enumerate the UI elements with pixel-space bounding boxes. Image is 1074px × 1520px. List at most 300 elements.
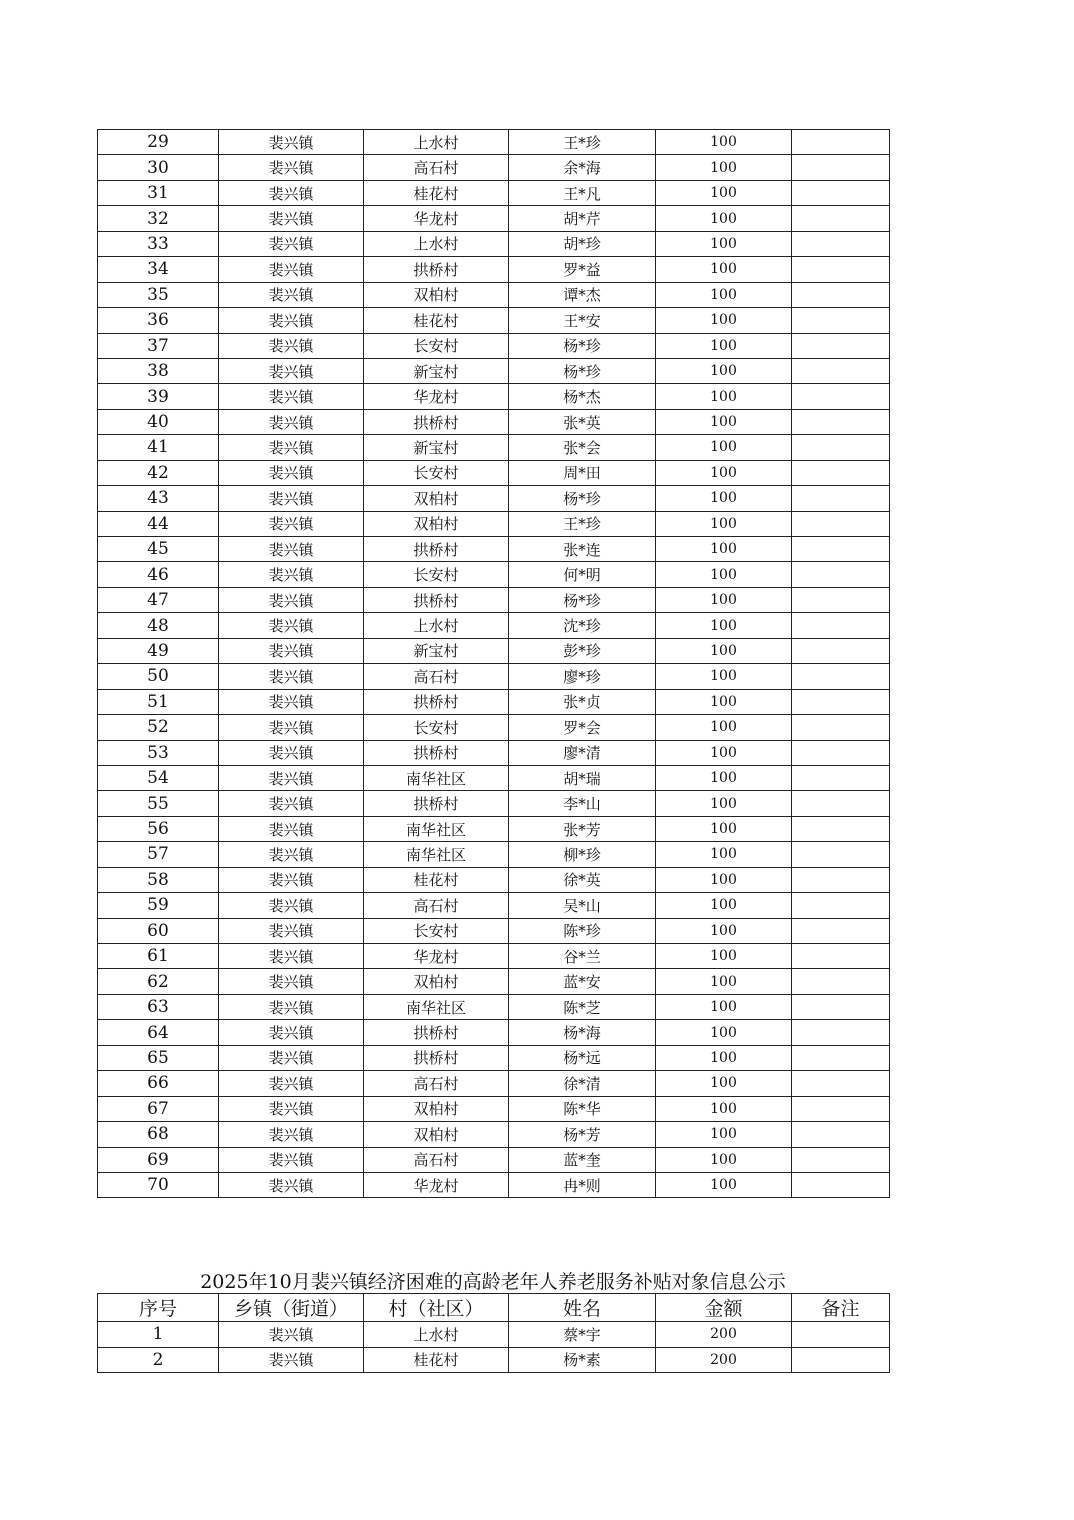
- cell-village: 双柏村: [364, 1122, 509, 1147]
- cell-remark: [792, 1347, 890, 1373]
- cell-seq: 64: [98, 1020, 219, 1045]
- cell-village: 华龙村: [364, 206, 509, 231]
- cell-amount: 100: [656, 1096, 792, 1121]
- cell-town: 裴兴镇: [219, 969, 364, 994]
- cell-seq: 36: [98, 308, 219, 333]
- subsidy-table-high-age: [97, 1293, 890, 1373]
- cell-name: 王*珍: [509, 511, 656, 536]
- table-row: [98, 180, 890, 205]
- cell-town: 裴兴镇: [219, 206, 364, 231]
- cell-village: 南华社区: [364, 816, 509, 841]
- cell-town: 裴兴镇: [219, 638, 364, 663]
- cell-remark: [792, 893, 890, 918]
- cell-town: 裴兴镇: [219, 1020, 364, 1045]
- cell-name: 廖*珍: [509, 664, 656, 689]
- cell-seq: 62: [98, 969, 219, 994]
- cell-name: 罗*益: [509, 257, 656, 282]
- cell-town: 裴兴镇: [219, 511, 364, 536]
- cell-village: 拱桥村: [364, 1020, 509, 1045]
- cell-village: 南华社区: [364, 765, 509, 790]
- cell-village: 拱桥村: [364, 791, 509, 816]
- table-row: [98, 511, 890, 536]
- table-row: [98, 715, 890, 740]
- cell-name: 罗*会: [509, 715, 656, 740]
- cell-village: 上水村: [364, 231, 509, 256]
- cell-remark: [792, 918, 890, 943]
- cell-village: 华龙村: [364, 384, 509, 409]
- cell-seq: 69: [98, 1147, 219, 1172]
- cell-remark: [792, 308, 890, 333]
- cell-name: 蔡*宇: [509, 1322, 656, 1348]
- cell-name: 李*山: [509, 791, 656, 816]
- cell-village: 桂花村: [364, 867, 509, 892]
- cell-amount: 100: [656, 435, 792, 460]
- cell-seq: 43: [98, 486, 219, 511]
- cell-amount: 100: [656, 893, 792, 918]
- cell-village: 华龙村: [364, 1172, 509, 1197]
- cell-remark: [792, 384, 890, 409]
- cell-remark: [792, 1020, 890, 1045]
- cell-amount: 100: [656, 791, 792, 816]
- table-row: [98, 308, 890, 333]
- cell-town: 裴兴镇: [219, 460, 364, 485]
- cell-remark: [792, 587, 890, 612]
- cell-seq: 48: [98, 613, 219, 638]
- cell-village: 拱桥村: [364, 1045, 509, 1070]
- cell-seq: 34: [98, 257, 219, 282]
- cell-name: 杨*珍: [509, 587, 656, 612]
- header-village: 村（社区）: [364, 1294, 509, 1322]
- cell-town: 裴兴镇: [219, 358, 364, 383]
- cell-name: 杨*珍: [509, 486, 656, 511]
- cell-remark: [792, 1096, 890, 1121]
- cell-name: 陈*华: [509, 1096, 656, 1121]
- cell-remark: [792, 130, 890, 155]
- cell-name: 蓝*安: [509, 969, 656, 994]
- cell-town: 裴兴镇: [219, 664, 364, 689]
- header-remark: 备注: [792, 1294, 890, 1322]
- cell-amount: 100: [656, 1071, 792, 1096]
- table-row: [98, 1122, 890, 1147]
- cell-town: 裴兴镇: [219, 409, 364, 434]
- cell-seq: 35: [98, 282, 219, 307]
- cell-town: 裴兴镇: [219, 816, 364, 841]
- table-row: [98, 155, 890, 180]
- cell-name: 谷*兰: [509, 944, 656, 969]
- cell-amount: 100: [656, 1147, 792, 1172]
- cell-village: 桂花村: [364, 308, 509, 333]
- cell-seq: 1: [98, 1322, 219, 1348]
- cell-remark: [792, 435, 890, 460]
- cell-amount: 200: [656, 1322, 792, 1348]
- cell-remark: [792, 867, 890, 892]
- cell-town: 裴兴镇: [219, 893, 364, 918]
- table-row: [98, 1096, 890, 1121]
- cell-village: 拱桥村: [364, 537, 509, 562]
- cell-amount: 100: [656, 816, 792, 841]
- cell-remark: [792, 257, 890, 282]
- table-row: [98, 1322, 890, 1348]
- cell-village: 桂花村: [364, 180, 509, 205]
- cell-remark: [792, 1122, 890, 1147]
- cell-name: 吴*山: [509, 893, 656, 918]
- cell-remark: [792, 562, 890, 587]
- cell-town: 裴兴镇: [219, 842, 364, 867]
- cell-village: 桂花村: [364, 1347, 509, 1373]
- cell-remark: [792, 944, 890, 969]
- cell-town: 裴兴镇: [219, 765, 364, 790]
- cell-village: 新宝村: [364, 638, 509, 663]
- cell-name: 彭*珍: [509, 638, 656, 663]
- cell-seq: 30: [98, 155, 219, 180]
- cell-town: 裴兴镇: [219, 231, 364, 256]
- cell-amount: 100: [656, 206, 792, 231]
- cell-amount: 100: [656, 537, 792, 562]
- cell-town: 裴兴镇: [219, 587, 364, 612]
- cell-remark: [792, 638, 890, 663]
- cell-amount: 100: [656, 994, 792, 1019]
- table-row: [98, 384, 890, 409]
- cell-seq: 31: [98, 180, 219, 205]
- cell-town: 裴兴镇: [219, 1045, 364, 1070]
- cell-amount: 100: [656, 130, 792, 155]
- cell-village: 长安村: [364, 333, 509, 358]
- cell-remark: [792, 358, 890, 383]
- cell-seq: 55: [98, 791, 219, 816]
- cell-name: 余*海: [509, 155, 656, 180]
- cell-village: 新宝村: [364, 435, 509, 460]
- cell-village: 拱桥村: [364, 740, 509, 765]
- header-name: 姓名: [509, 1294, 656, 1322]
- cell-amount: 100: [656, 715, 792, 740]
- header-row: [98, 1294, 890, 1322]
- table-row: [98, 638, 890, 663]
- cell-seq: 57: [98, 842, 219, 867]
- cell-name: 杨*远: [509, 1045, 656, 1070]
- cell-town: 裴兴镇: [219, 689, 364, 714]
- cell-village: 双柏村: [364, 282, 509, 307]
- cell-amount: 100: [656, 740, 792, 765]
- cell-name: 谭*杰: [509, 282, 656, 307]
- cell-name: 张*连: [509, 537, 656, 562]
- cell-village: 高石村: [364, 664, 509, 689]
- cell-remark: [792, 791, 890, 816]
- header-seq: 序号: [98, 1294, 219, 1322]
- table-row: [98, 740, 890, 765]
- cell-village: 新宝村: [364, 358, 509, 383]
- cell-remark: [792, 1071, 890, 1096]
- cell-name: 王*珍: [509, 130, 656, 155]
- cell-amount: 100: [656, 613, 792, 638]
- cell-village: 高石村: [364, 893, 509, 918]
- cell-name: 蓝*奎: [509, 1147, 656, 1172]
- cell-town: 裴兴镇: [219, 257, 364, 282]
- cell-name: 张*贞: [509, 689, 656, 714]
- cell-name: 杨*杰: [509, 384, 656, 409]
- header-amount: 金额: [656, 1294, 792, 1322]
- cell-remark: [792, 180, 890, 205]
- cell-amount: 200: [656, 1347, 792, 1373]
- table-row: [98, 994, 890, 1019]
- cell-name: 杨*芳: [509, 1122, 656, 1147]
- cell-name: 王*凡: [509, 180, 656, 205]
- cell-amount: 100: [656, 587, 792, 612]
- table-row: [98, 282, 890, 307]
- cell-remark: [792, 333, 890, 358]
- table-row: [98, 1147, 890, 1172]
- cell-remark: [792, 715, 890, 740]
- table-row: [98, 765, 890, 790]
- cell-name: 何*明: [509, 562, 656, 587]
- cell-town: 裴兴镇: [219, 435, 364, 460]
- table-row: [98, 257, 890, 282]
- cell-village: 上水村: [364, 613, 509, 638]
- cell-name: 沈*珍: [509, 613, 656, 638]
- table-row: [98, 460, 890, 485]
- cell-amount: 100: [656, 944, 792, 969]
- cell-village: 上水村: [364, 1322, 509, 1348]
- table-row: [98, 130, 890, 155]
- table-row: [98, 613, 890, 638]
- table-row: [98, 562, 890, 587]
- cell-town: 裴兴镇: [219, 715, 364, 740]
- cell-name: 陈*珍: [509, 918, 656, 943]
- cell-town: 裴兴镇: [219, 994, 364, 1019]
- table-row: [98, 537, 890, 562]
- cell-remark: [792, 613, 890, 638]
- cell-amount: 100: [656, 409, 792, 434]
- cell-seq: 53: [98, 740, 219, 765]
- cell-remark: [792, 1322, 890, 1348]
- cell-town: 裴兴镇: [219, 1071, 364, 1096]
- cell-village: 拱桥村: [364, 257, 509, 282]
- cell-seq: 32: [98, 206, 219, 231]
- cell-village: 高石村: [364, 155, 509, 180]
- cell-name: 王*安: [509, 308, 656, 333]
- cell-remark: [792, 765, 890, 790]
- header-town: 乡镇（街道）: [219, 1294, 364, 1322]
- cell-village: 双柏村: [364, 486, 509, 511]
- cell-remark: [792, 664, 890, 689]
- cell-town: 裴兴镇: [219, 180, 364, 205]
- cell-remark: [792, 460, 890, 485]
- cell-seq: 47: [98, 587, 219, 612]
- cell-town: 裴兴镇: [219, 562, 364, 587]
- cell-village: 南华社区: [364, 994, 509, 1019]
- table-row: [98, 893, 890, 918]
- cell-name: 徐*清: [509, 1071, 656, 1096]
- cell-amount: 100: [656, 1045, 792, 1070]
- cell-seq: 63: [98, 994, 219, 1019]
- cell-seq: 60: [98, 918, 219, 943]
- cell-town: 裴兴镇: [219, 791, 364, 816]
- table-row: [98, 1172, 890, 1197]
- cell-remark: [792, 1045, 890, 1070]
- cell-remark: [792, 1172, 890, 1197]
- table-row: [98, 1347, 890, 1373]
- cell-seq: 46: [98, 562, 219, 587]
- cell-seq: 59: [98, 893, 219, 918]
- cell-town: 裴兴镇: [219, 537, 364, 562]
- cell-amount: 100: [656, 358, 792, 383]
- cell-remark: [792, 486, 890, 511]
- table-row: [98, 206, 890, 231]
- cell-village: 高石村: [364, 1147, 509, 1172]
- cell-seq: 45: [98, 537, 219, 562]
- cell-amount: 100: [656, 562, 792, 587]
- table-row: [98, 918, 890, 943]
- table-row: [98, 842, 890, 867]
- subsidy-table-continued: [97, 129, 890, 1198]
- cell-town: 裴兴镇: [219, 333, 364, 358]
- cell-amount: 100: [656, 231, 792, 256]
- table-row: [98, 358, 890, 383]
- cell-seq: 40: [98, 409, 219, 434]
- cell-amount: 100: [656, 308, 792, 333]
- cell-amount: 100: [656, 460, 792, 485]
- cell-town: 裴兴镇: [219, 1122, 364, 1147]
- cell-remark: [792, 409, 890, 434]
- table-row: [98, 486, 890, 511]
- cell-amount: 100: [656, 384, 792, 409]
- table-row: [98, 587, 890, 612]
- cell-seq: 39: [98, 384, 219, 409]
- cell-seq: 41: [98, 435, 219, 460]
- cell-name: 廖*清: [509, 740, 656, 765]
- cell-village: 长安村: [364, 562, 509, 587]
- cell-seq: 50: [98, 664, 219, 689]
- cell-amount: 100: [656, 180, 792, 205]
- cell-village: 长安村: [364, 918, 509, 943]
- cell-remark: [792, 282, 890, 307]
- table-row: [98, 231, 890, 256]
- cell-amount: 100: [656, 867, 792, 892]
- table-row: [98, 816, 890, 841]
- cell-seq: 58: [98, 867, 219, 892]
- cell-town: 裴兴镇: [219, 918, 364, 943]
- cell-remark: [792, 842, 890, 867]
- cell-seq: 33: [98, 231, 219, 256]
- cell-remark: [792, 537, 890, 562]
- cell-amount: 100: [656, 842, 792, 867]
- cell-remark: [792, 511, 890, 536]
- cell-name: 胡*珍: [509, 231, 656, 256]
- cell-town: 裴兴镇: [219, 130, 364, 155]
- cell-name: 杨*素: [509, 1347, 656, 1373]
- cell-amount: 100: [656, 1020, 792, 1045]
- cell-seq: 38: [98, 358, 219, 383]
- cell-seq: 29: [98, 130, 219, 155]
- table-row: [98, 689, 890, 714]
- table-row: [98, 969, 890, 994]
- cell-amount: 100: [656, 1122, 792, 1147]
- cell-amount: 100: [656, 638, 792, 663]
- cell-seq: 49: [98, 638, 219, 663]
- cell-name: 胡*瑞: [509, 765, 656, 790]
- table-title: 2025年10月裴兴镇经济困难的高龄老年人养老服务补贴对象信息公示: [200, 1271, 786, 1293]
- cell-amount: 100: [656, 765, 792, 790]
- cell-seq: 51: [98, 689, 219, 714]
- cell-name: 胡*芹: [509, 206, 656, 231]
- cell-village: 双柏村: [364, 511, 509, 536]
- cell-town: 裴兴镇: [219, 486, 364, 511]
- cell-seq: 52: [98, 715, 219, 740]
- cell-remark: [792, 1147, 890, 1172]
- cell-seq: 37: [98, 333, 219, 358]
- cell-amount: 100: [656, 689, 792, 714]
- cell-village: 上水村: [364, 130, 509, 155]
- cell-amount: 100: [656, 486, 792, 511]
- cell-seq: 68: [98, 1122, 219, 1147]
- table-row: [98, 435, 890, 460]
- cell-town: 裴兴镇: [219, 1147, 364, 1172]
- cell-town: 裴兴镇: [219, 1172, 364, 1197]
- cell-seq: 44: [98, 511, 219, 536]
- cell-village: 拱桥村: [364, 409, 509, 434]
- table-row: [98, 1071, 890, 1096]
- cell-village: 双柏村: [364, 1096, 509, 1121]
- cell-village: 双柏村: [364, 969, 509, 994]
- cell-seq: 2: [98, 1347, 219, 1373]
- cell-seq: 70: [98, 1172, 219, 1197]
- cell-town: 裴兴镇: [219, 1347, 364, 1373]
- cell-amount: 100: [656, 918, 792, 943]
- cell-remark: [792, 969, 890, 994]
- cell-amount: 100: [656, 1172, 792, 1197]
- cell-town: 裴兴镇: [219, 867, 364, 892]
- cell-town: 裴兴镇: [219, 155, 364, 180]
- cell-amount: 100: [656, 969, 792, 994]
- table-row: [98, 867, 890, 892]
- cell-amount: 100: [656, 664, 792, 689]
- cell-town: 裴兴镇: [219, 613, 364, 638]
- cell-remark: [792, 816, 890, 841]
- table-row: [98, 333, 890, 358]
- cell-remark: [792, 740, 890, 765]
- cell-remark: [792, 231, 890, 256]
- cell-amount: 100: [656, 333, 792, 358]
- cell-remark: [792, 689, 890, 714]
- cell-village: 拱桥村: [364, 689, 509, 714]
- cell-remark: [792, 994, 890, 1019]
- cell-town: 裴兴镇: [219, 1096, 364, 1121]
- cell-name: 陈*芝: [509, 994, 656, 1019]
- cell-town: 裴兴镇: [219, 944, 364, 969]
- cell-village: 南华社区: [364, 842, 509, 867]
- cell-seq: 54: [98, 765, 219, 790]
- cell-name: 张*会: [509, 435, 656, 460]
- cell-name: 杨*海: [509, 1020, 656, 1045]
- cell-name: 张*英: [509, 409, 656, 434]
- cell-town: 裴兴镇: [219, 384, 364, 409]
- cell-town: 裴兴镇: [219, 282, 364, 307]
- cell-name: 周*田: [509, 460, 656, 485]
- cell-amount: 100: [656, 155, 792, 180]
- table-row: [98, 664, 890, 689]
- cell-village: 拱桥村: [364, 587, 509, 612]
- cell-village: 华龙村: [364, 944, 509, 969]
- cell-amount: 100: [656, 257, 792, 282]
- cell-seq: 56: [98, 816, 219, 841]
- cell-name: 张*芳: [509, 816, 656, 841]
- table-row: [98, 791, 890, 816]
- cell-town: 裴兴镇: [219, 1322, 364, 1348]
- cell-village: 长安村: [364, 460, 509, 485]
- cell-name: 杨*珍: [509, 358, 656, 383]
- cell-seq: 61: [98, 944, 219, 969]
- table-row: [98, 409, 890, 434]
- cell-amount: 100: [656, 282, 792, 307]
